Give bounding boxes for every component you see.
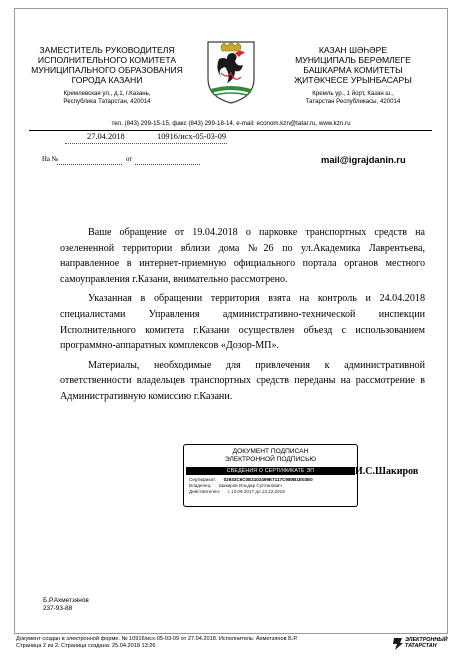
kazan-coat-of-arms-icon bbox=[205, 39, 257, 105]
reference-date-field bbox=[135, 164, 200, 165]
stamp-title: ДОКУМЕНТ ПОДПИСАН ЭЛЕКТРОННОЙ ПОДПИСЬЮ bbox=[224, 448, 317, 463]
stamp-cert-row: Сертификат: 02933C6C0E2102499E7117C980B1E03E0 bbox=[189, 477, 313, 482]
header-left-address: Кремлевская ул., д.1, г.Казань, Республика Татарстан, 420014 bbox=[63, 90, 151, 105]
tatarstan-logo-icon bbox=[392, 637, 404, 651]
stamp-cert-header: СВЕДЕНИЯ О СЕРТИФИКАТЕ ЭП bbox=[186, 467, 355, 475]
reference-number-field bbox=[57, 164, 122, 165]
footer-line-2: Страница 2 из 2. Страница создана: 25.04.2018 13:26 bbox=[16, 643, 156, 649]
registration-date: 27.04.2018 bbox=[87, 132, 125, 141]
footer-line-1: Документ создан в электронной форме. № 10916/исх-05-03-09 от 27.04.2018. Исполнитель: Ахметзянов Б.Р. bbox=[16, 636, 298, 642]
header-left bbox=[31, 45, 183, 105]
electronic-tatarstan-logo: ЭЛЕКТРОННЫЙ ТАТАРСТАН bbox=[392, 635, 448, 653]
registration-number: 10916/исх-05-03-09 bbox=[157, 132, 227, 141]
header-right bbox=[277, 45, 429, 105]
reference-from-label: от bbox=[126, 156, 133, 163]
header-left-title: ЗАМЕСТИТЕЛЬ РУКОВОДИТЕЛЯ ИСПОЛНИТЕЛЬНОГО КОМИТЕТА МУНИЦИПАЛЬНОГО ОБРАЗОВАНИЯ ГОРОДА КАЗАНИ bbox=[31, 45, 183, 85]
footer-text bbox=[16, 636, 376, 650]
reference-label: На № bbox=[42, 156, 59, 163]
stamp-owner-row: Владелец: Шакиров Ильдар Султанович bbox=[189, 483, 282, 489]
executor-block bbox=[43, 597, 89, 613]
body-paragraph-1: Ваше обращение от 19.04.2018 о парковке транспортных средств на озелененной территории вблизи дома №26 по ул.Академика Лаврентьева, направленное в интернет-приемную официального портала органов местного самоуправления г.Казани, внимательно рассмотрено. bbox=[60, 227, 425, 285]
body-paragraph-3: Материалы, необходимые для привлечения к административной ответственности владельцев транспортных средств переданы на рассмотрение в Административную комиссию г.Казани. bbox=[60, 359, 425, 402]
signer-name: И.С.Шакиров bbox=[355, 466, 419, 477]
letter-body bbox=[60, 225, 425, 407]
registration-row bbox=[65, 130, 265, 144]
executor-name: Б.Р.Ахметзянов bbox=[43, 597, 89, 604]
document-footer bbox=[14, 633, 446, 657]
reference-row bbox=[42, 156, 242, 168]
header-right-address: Кремль ур., 1 йорт, Казан ш., Татарстан Республикасы, 420014 bbox=[305, 90, 401, 105]
kazan-emblem bbox=[205, 39, 257, 105]
stamp-valid-row: Действителен: с 13.09.2017 до 13.12.2018 bbox=[189, 489, 285, 495]
body-paragraph-2: Указанная в обращении территория взята на контроль и 24.04.2018 специалистами Управления административно-технической инспекции Исполнительного комитета г.Казани осуществлен объезд с использованием программно-аппаратных комплексов «Дозор-МП». bbox=[60, 293, 425, 352]
recipient-email: mail@igrajdanin.ru bbox=[321, 154, 406, 165]
header-contacts: тел. (843) 299-15-15, факс (843) 299-18-14, e-mail: econom.kzn@tatar.ru, www.kzn.ru bbox=[111, 120, 351, 127]
document-page bbox=[14, 8, 448, 634]
registration-underline bbox=[65, 143, 227, 144]
electronic-signature-stamp bbox=[183, 444, 358, 507]
header-right-title: КАЗАН ШӘҺӘРЕ МУНИЦИПАЛЬ БЕРӘМЛЕГЕ БАШКАРМА КОМИТЕТЫ ҖИТӘКЧЕСЕ УРЫНБАСАРЫ bbox=[294, 45, 412, 85]
executor-phone: 237-93-88 bbox=[43, 605, 73, 612]
